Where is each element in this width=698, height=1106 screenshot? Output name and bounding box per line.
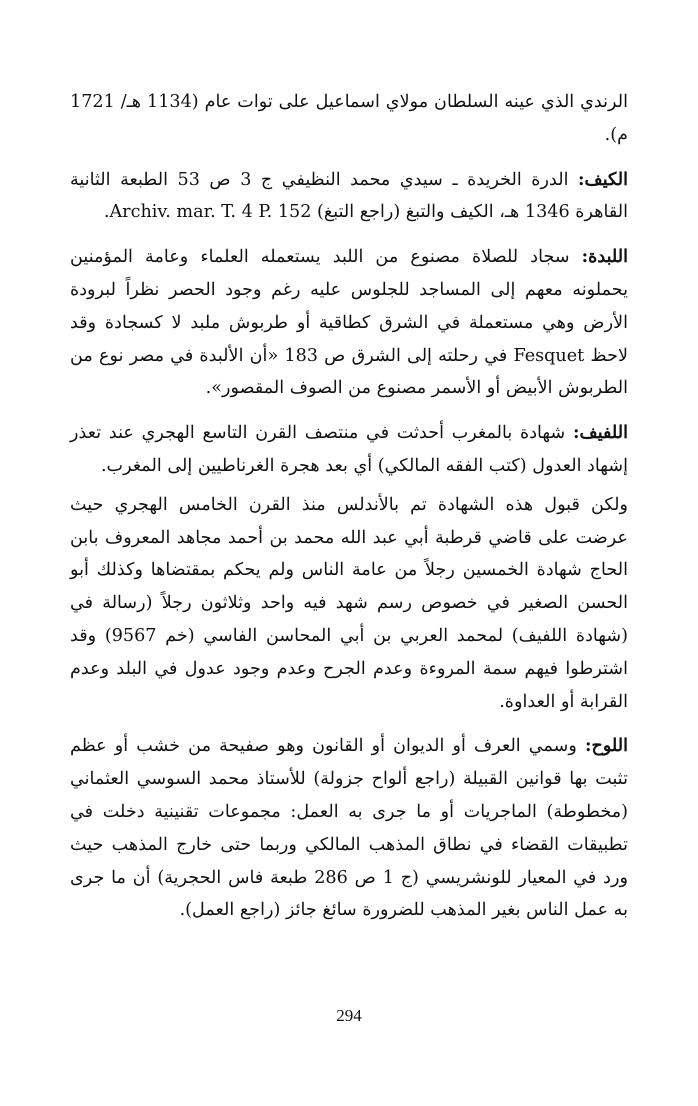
- entry-text: الدرة الخريدة ـ سيدي محمد النظيفي ج 3 ص 53 الطبعة الثانية القاهرة 1346 هـ، الكيف والتبغ (راجع التبغ) Archiv. mar. T. 4 P. 152.: [70, 169, 628, 223]
- entry-continuation: [70, 86, 628, 152]
- entry-allibda: [70, 241, 628, 405]
- entry-headword: الكيف:: [578, 168, 628, 190]
- entry-text: شهادة بالمغرب أحدثت في منتصف القرن التاسع الهجري عند تعذر إشهاد العدول (كتب الفقه المالكي) أي بعد هجرة الغرناطيين إلى المغرب.: [70, 423, 628, 476]
- entry-text: الرندي الذي عينه السلطان مولاي اسماعيل على توات عام (1134 هـ/ 1721 م).: [70, 92, 628, 145]
- page-number: 294: [336, 1006, 362, 1025]
- entry-headword: اللوح:: [584, 735, 628, 757]
- entry-alkayf: [70, 164, 628, 230]
- entry-headword: اللفيف:: [573, 422, 628, 444]
- entry-text: سجاد للصلاة مصنوع من اللبد يستعمله العلماء وعامة المؤمنين يحملونه معهم إلى المساجد للجلوس عليه رغم وجود الحصر نظراً لبرودة الأرض وهي مستعملة في الشرق كطاقية أو طربوش ملبد لا كسجادة وقد لاحظ Fesquet في رحلته إلى الشرق ص 183 «أن الألبدة في مصر نوع من الطربوش الأبيض أو الأسمر مصنوع من الصوف المقصور».: [70, 247, 629, 399]
- entry-headword: اللبدة:: [581, 246, 629, 268]
- entry-text: وسمي العرف أو الديوان أو القانون وهو صفيحة من خشب أو عظم تثبت بها قوانين القبيلة (راجع ألواح جزولة) للأستاذ محمد السوسي العثماني (مخطوطة) الماجريات أو ما جرى به العمل: مجموعات تقنينية دخلت في تطبيقات القضاء في نطاق المذهب المالكي وربما حتى خارج المذهب حيث ورد في المعيار للونشريسي (ج 1 ص 286 طبعة فاس الحجرية) أن ما جرى به عمل الناس بغير المذهب للضرورة سائغ جائز (راجع العمل).: [70, 736, 628, 921]
- page-body: [70, 86, 628, 939]
- entry-allawh: [70, 730, 628, 927]
- entry-allafif-paragraph: [70, 489, 628, 719]
- entry-text: ولكن قبول هذه الشهادة تم بالأندلس منذ القرن الخامس الهجري حيث عرضت على قاضي قرطبة أبي عبد الله محمد بن أحمد مجاهد المعروف بابن الحاج شهادة الخمسين رجلاً من عامة الناس ولم يحكم بمقتضاها وكذلك أبو الحسن الصغير في خصوص رسم شهد فيه واحد وثلاثون رجلاً (رسالة في (شهادة اللفيف) لمحمد العربي بن أبي المحاسن الفاسي (خم 9567) وقد اشترطوا فيهم سمة المروءة وعدم الجرح وعدم وجود عدول في البلد وعدم القرابة أو العداوة.: [70, 494, 628, 712]
- entry-allafif: [70, 417, 628, 483]
